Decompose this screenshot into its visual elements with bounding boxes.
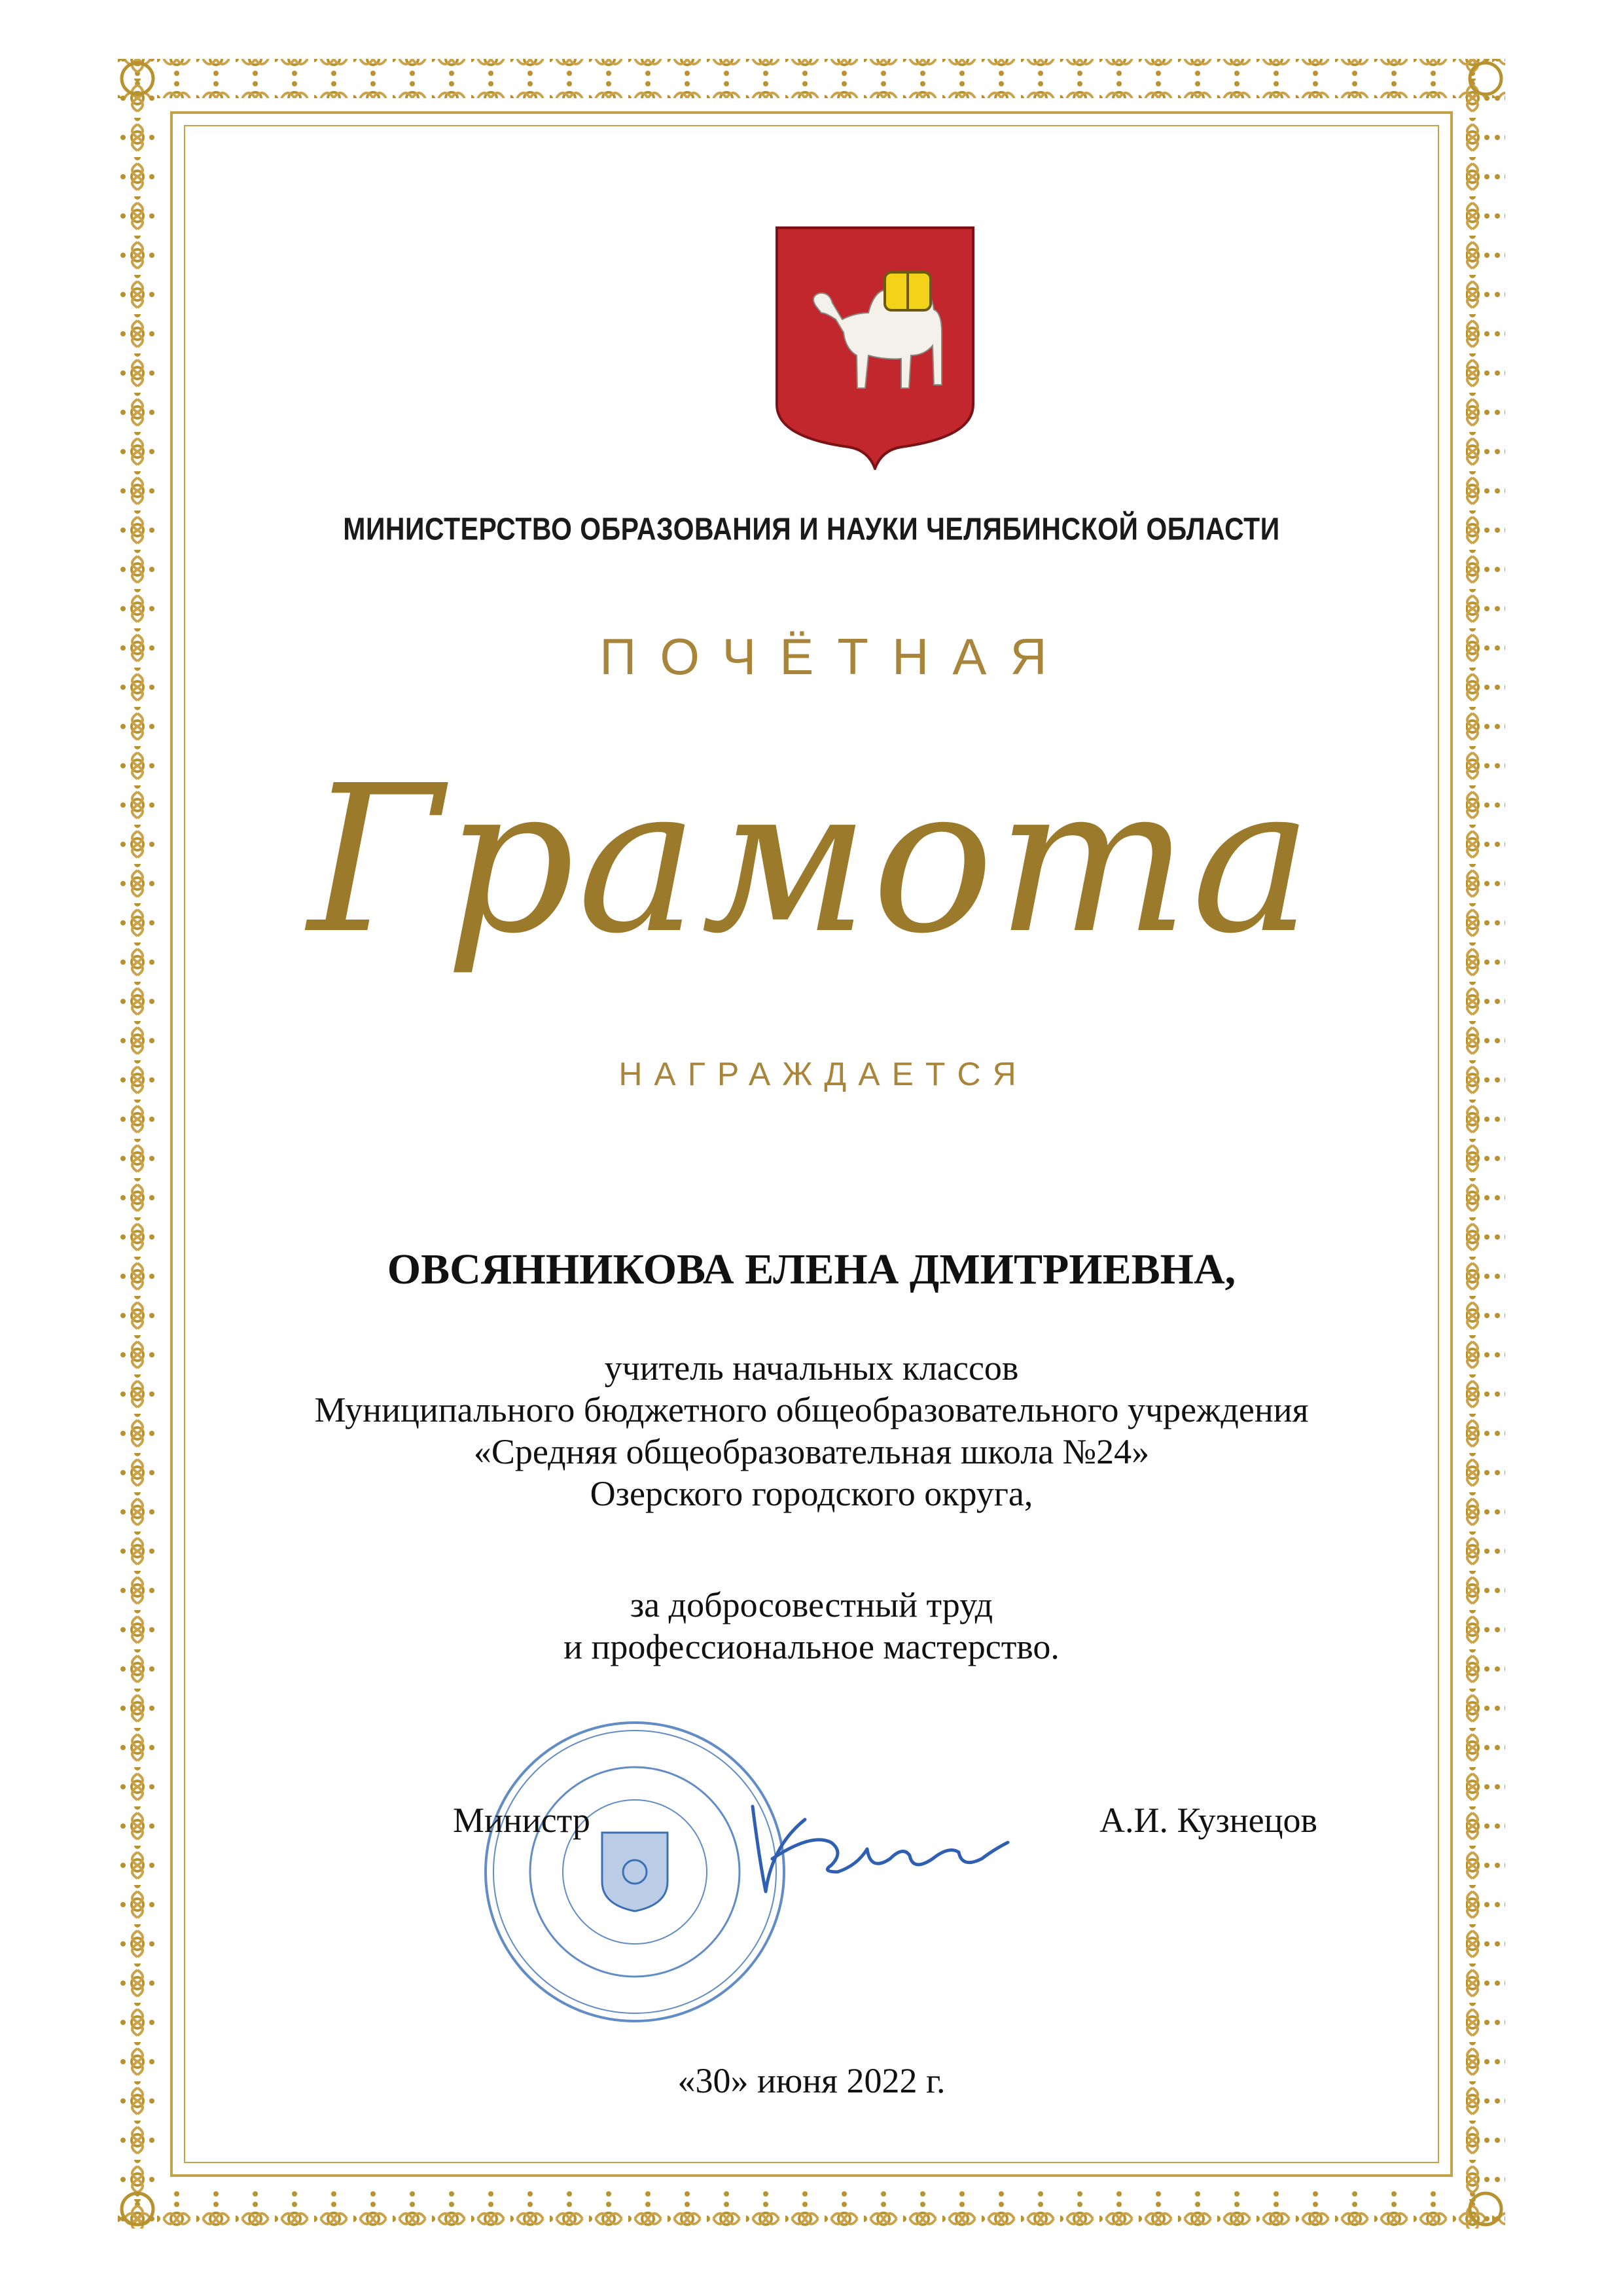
minister-name: А.И. Кузнецов bbox=[1099, 1801, 1318, 1840]
awarded-label: НАГРАЖДАЕТСЯ bbox=[618, 1056, 1028, 1092]
reason-line: и профессиональное мастерство. bbox=[563, 1627, 1060, 1666]
issue-date: «30» июня 2022 г. bbox=[677, 2061, 946, 2100]
position-line: «Средняя общеобразовательная школа №24» bbox=[473, 1432, 1150, 1471]
title-top: ПОЧЁТНАЯ bbox=[599, 628, 1071, 685]
title-main: Грамота bbox=[308, 742, 1315, 978]
ministry-header: МИНИСТЕРСТВО ОБРАЗОВАНИЯ И НАУКИ ЧЕЛЯБИНСКОЙ ОБЛАСТИ bbox=[343, 511, 1280, 547]
position-block bbox=[0, 1347, 1623, 1515]
awardee-name: ОВСЯННИКОВА ЕЛЕНА ДМИТРИЕВНА, bbox=[387, 1246, 1236, 1293]
position-line: Озерского городского округа, bbox=[590, 1474, 1033, 1513]
reason-line: за добросовестный труд bbox=[630, 1585, 993, 1624]
minister-label: Министр bbox=[453, 1801, 590, 1840]
signature bbox=[733, 1780, 1041, 1911]
position-line: Муниципального бюджетного общеобразовательного учреждения bbox=[314, 1390, 1309, 1429]
position-line: учитель начальных классов bbox=[604, 1348, 1019, 1388]
reason-block bbox=[0, 1584, 1623, 1668]
coat-of-arms-icon bbox=[770, 221, 980, 470]
